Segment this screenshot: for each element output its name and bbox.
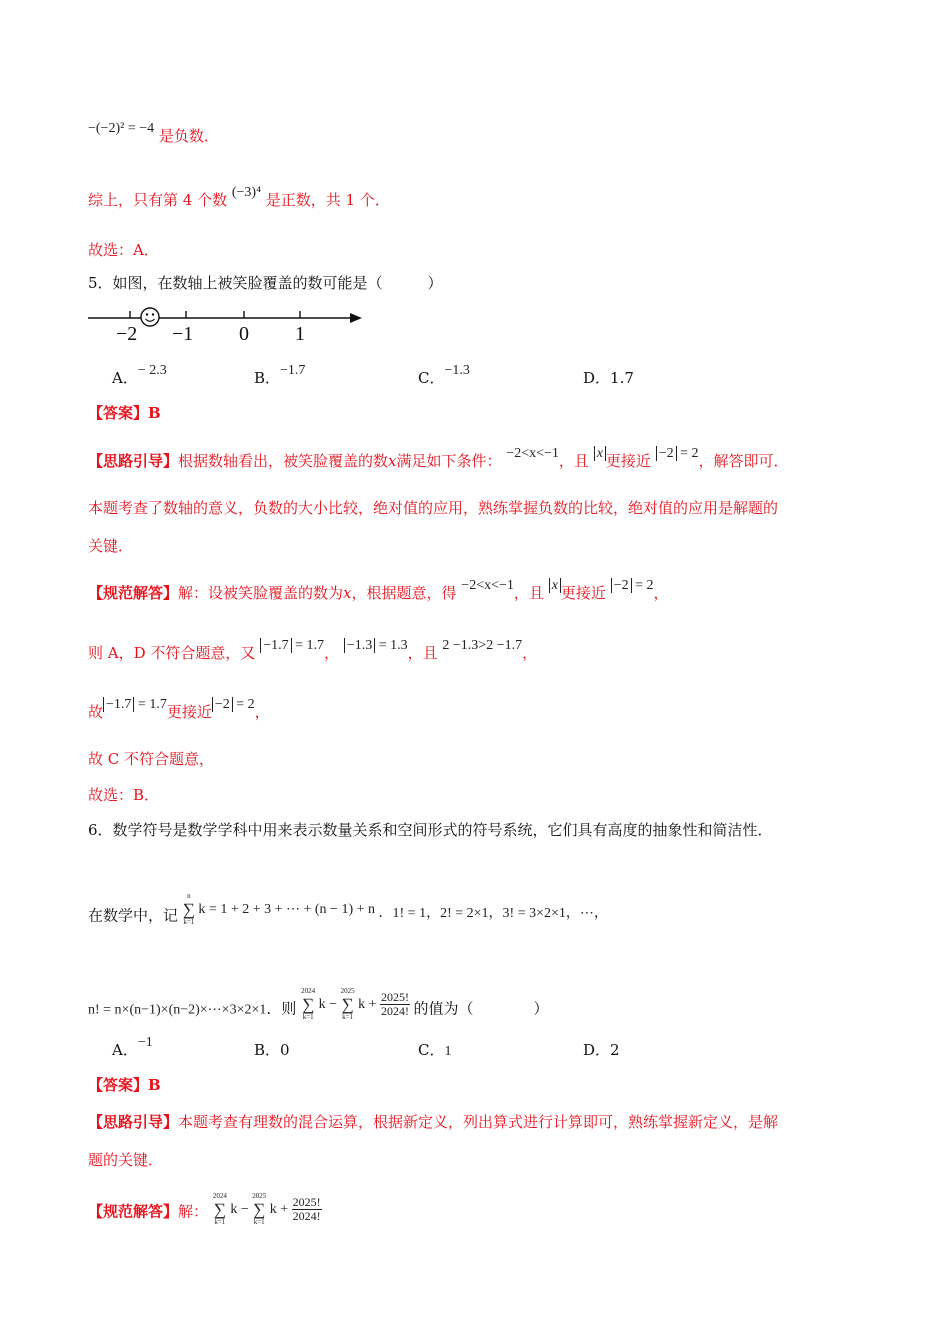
guide-line-1: [88, 446, 789, 473]
text: ，且: [558, 452, 589, 470]
axis-arrow: [350, 313, 362, 323]
line-negative-result: [88, 121, 219, 148]
formula: −1.3 = 1.3: [344, 638, 408, 653]
formula: ．1! = 1，2! = 2×1，3! = 3×2×1，⋯，: [378, 905, 608, 921]
tick-label: −2: [116, 323, 138, 345]
text: 更接近: [560, 584, 606, 602]
text: ，且: [407, 644, 438, 662]
option-value: 1.7: [610, 369, 634, 387]
number-line-figure: [88, 300, 368, 350]
variable: x: [388, 452, 397, 470]
option-value: 1: [444, 1044, 452, 1059]
text: 更接近: [605, 452, 651, 470]
option-letter: D．: [583, 369, 611, 387]
text: ，: [324, 644, 340, 662]
text: ，: [653, 584, 669, 602]
solution-tag: 【规范解答】: [88, 1202, 179, 1221]
text: 综上，只有第 4 个数: [88, 191, 228, 209]
line-summary: [88, 185, 390, 212]
text: 是正数，共 1 个．: [265, 191, 390, 209]
option-b: [254, 363, 306, 390]
formula: 2 −1.3>2 −1.7: [442, 638, 523, 653]
text: ，根据题意，得: [351, 584, 457, 602]
guide-line-2: 题的关键．: [88, 1151, 164, 1169]
text: 是负数．: [158, 127, 219, 145]
text: ，: [522, 644, 538, 662]
guide-line-3: 关键．: [88, 537, 134, 555]
line-choice-a: 故选：A．: [88, 241, 159, 259]
text: 满足如下条件：: [396, 452, 502, 470]
text: 根据数轴看出，被笑脸覆盖的数: [178, 452, 389, 470]
tick-label: −1: [172, 323, 194, 345]
smiley-face-icon: [141, 308, 159, 326]
question-6-line-2: [88, 892, 608, 935]
formula-sum: n ∑ k=1 k = 1 + 2 + 3 + ⋯ + (n − 1) + n: [182, 892, 376, 926]
text: 故: [88, 703, 104, 721]
text: ．则: [266, 999, 297, 1018]
guide-line-1: [88, 1112, 778, 1132]
text: 本题考查有理数的混合运算，根据新定义，列出算式进行计算即可，熟练掌握新定义，是解: [178, 1113, 779, 1131]
option-a: [112, 363, 167, 390]
formula: (−3)⁴: [231, 185, 261, 200]
option-value: − 2.3: [137, 363, 167, 378]
question-5-stem: 5．如图，在数轴上被笑脸覆盖的数可能是（ ）: [88, 274, 443, 292]
guide-tag: 【思路引导】: [88, 452, 179, 470]
formula: −2 = 2: [212, 697, 255, 712]
formula-expression: 2024 ∑ k=1 k − 2025 ∑ k=1 k + $\frac{2025!}{2024!}$: [212, 1192, 321, 1226]
answer-label: 【答案】B: [88, 1076, 161, 1094]
text: 解：设被笑脸覆盖的数为: [178, 584, 344, 602]
option-value: 2: [610, 1041, 620, 1059]
formula: −2 = 2: [611, 578, 654, 593]
solution-line-5: 故选：B．: [88, 786, 160, 804]
option-value: −1.7: [280, 363, 306, 378]
option-letter: B．: [254, 369, 281, 387]
tick-label: 1: [295, 323, 305, 345]
variable: x: [343, 584, 352, 602]
option-value: 0: [280, 1041, 290, 1059]
option-c: [418, 363, 470, 390]
text: ，: [254, 703, 270, 721]
text: 则 A，D 不符合题意，又: [88, 644, 256, 662]
option-d: [583, 1040, 620, 1060]
solution-line-1: [88, 1192, 322, 1231]
option-value: −1.3: [444, 363, 470, 378]
option-d: [583, 368, 634, 388]
option-letter: A．: [112, 1041, 138, 1059]
text: ，且: [513, 584, 544, 602]
option-b: [254, 1040, 290, 1060]
formula: −2<x<−1: [506, 446, 559, 461]
option-letter: D．: [583, 1041, 611, 1059]
solution-line-2: [88, 638, 538, 665]
text: ，解答即可．: [698, 452, 789, 470]
option-letter: B．: [254, 1041, 281, 1059]
option-value: −1: [137, 1035, 153, 1050]
option-c: [418, 1040, 451, 1062]
guide-line-2: 本题考查了数轴的意义，负数的大小比较，绝对值的应用，熟练掌握负数的比较，绝对值的应用是解题的: [88, 499, 779, 517]
option-letter: C．: [418, 1041, 445, 1059]
text: 的值为（ ）: [413, 999, 549, 1018]
guide-tag: 【思路引导】: [88, 1113, 179, 1131]
text: 在数学中，记: [88, 906, 179, 925]
option-letter: C．: [418, 369, 445, 387]
question-6-line-3: [88, 987, 549, 1028]
solution-line-4: 故 C 不符合题意，: [88, 750, 215, 768]
question-6-stem: 6．数学符号是数学学科中用来表示数量关系和空间形式的符号系统，它们具有高度的抽象性和简洁性．: [88, 821, 773, 839]
formula: −1.7 = 1.7: [260, 638, 324, 653]
formula: −(−2)² = −4: [88, 121, 155, 136]
text: 更接近: [166, 703, 212, 721]
answer-label: 【答案】B: [88, 404, 161, 422]
solution-line-1: [88, 578, 669, 605]
formula-expression: 2024 ∑ k=1 k − 2025 ∑ k=1 k + $\frac{2025!}{2024!}$: [301, 987, 409, 1021]
formula: −2<x<−1: [461, 578, 514, 593]
text: 解：: [178, 1202, 209, 1221]
formula: −2 = 2: [656, 446, 699, 461]
formula: x: [549, 578, 561, 593]
solution-tag: 【规范解答】: [88, 584, 179, 602]
formula: −1.7 = 1.7: [103, 697, 167, 712]
formula-factorial: n! = n×(n−1)×(n−2)×⋯×3×2×1: [88, 1002, 267, 1018]
formula: x: [594, 446, 606, 461]
option-a: [112, 1035, 153, 1062]
solution-line-3: [88, 697, 270, 724]
tick-label: 0: [239, 323, 249, 345]
option-letter: A．: [112, 369, 138, 387]
